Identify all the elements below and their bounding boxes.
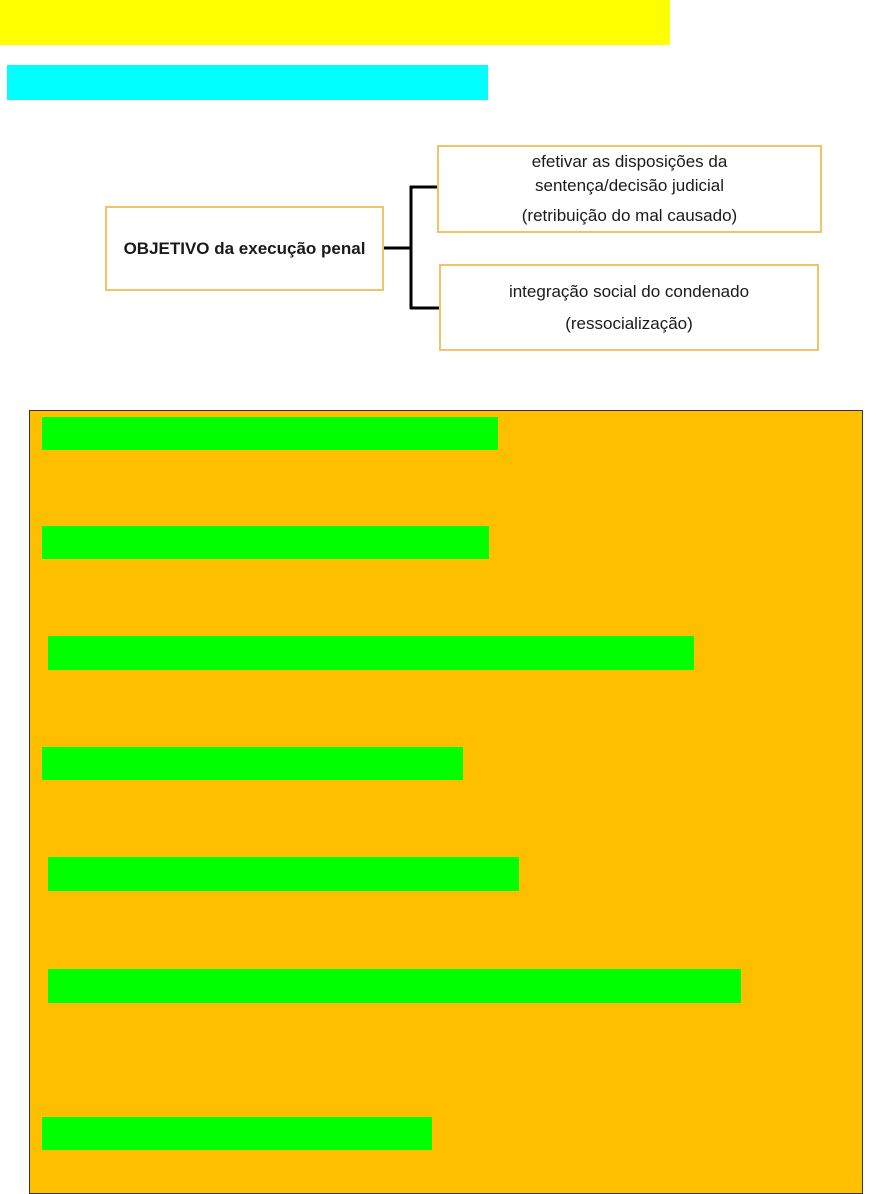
green-highlight-bar [42,1117,432,1150]
branch-a-line-3: (retribuição do mal causado) [521,206,738,225]
root-node [105,206,384,291]
green-highlight-bar [48,636,694,670]
green-highlight-bar [42,747,463,780]
highlight-panel [29,410,863,1194]
branch-b-line-1: integração social do condenado [508,281,750,301]
green-highlight-bar [48,969,741,1003]
branch-a-line-2: sentença/decisão judicial [534,176,724,195]
branch-a-line-1: efetivar as disposições da [531,152,728,171]
branch-node-retribution [437,145,822,233]
green-highlight-bar [42,526,489,559]
branch-node-resocialization [439,264,819,351]
green-highlight-bar [48,857,519,891]
root-node-label: OBJETIVO da execução penal [123,238,366,258]
green-highlight-bar [42,417,498,450]
branch-b-line-2: (ressocialização) [565,313,693,333]
